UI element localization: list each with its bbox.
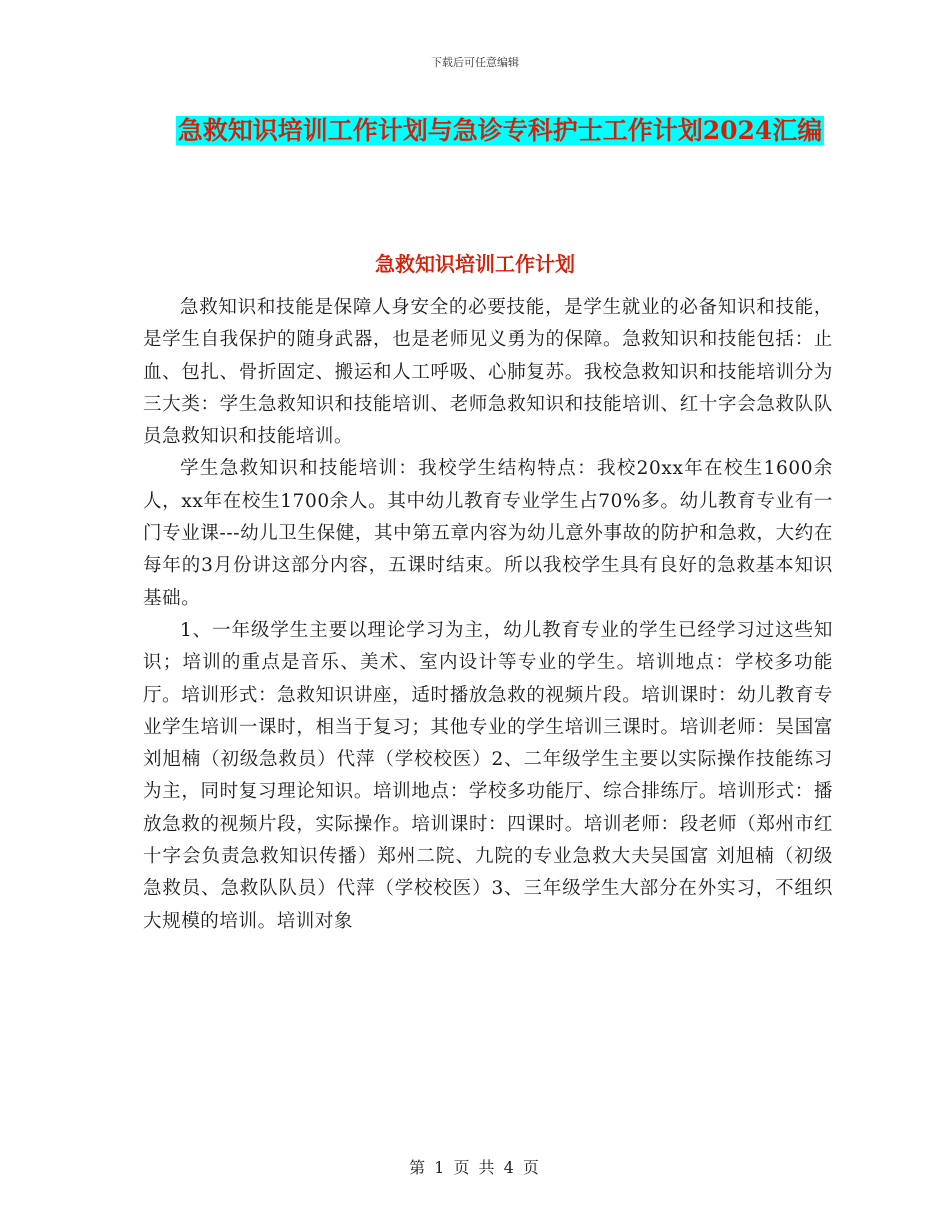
document-title-text: 急救知识培训工作计划与急诊专科护士工作计划2024汇编 [177,116,823,145]
paragraph: 学生急救知识和技能培训：我校学生结构特点：我校20xx年在校生1600余人，xx年在校生1700余人。其中幼儿教育专业学生占70%多。幼儿教育专业有一门专业课---幼儿卫生保健，其中第五章内容为幼儿意外事故的防护和急救，大约在每年的3月份讲这部分内容，五课时结束。所以我校学生具有良好的急救基本知识基础。 [143,458,833,609]
header-note: 下载后可任意编辑 [431,56,519,69]
section-title: 急救知识培训工作计划 [375,252,575,276]
document-body [143,292,833,938]
paragraph: 急救知识和技能是保障人身安全的必要技能，是学生就业的必备知识和技能，是学生自我保护的随身武器，也是老师见义勇为的保障。急救知识和技能包括：止血、包扎、骨折固定、搬运和人工呼吸、心肺复苏。我校急救知识和技能培训分为三大类：学生急救知识和技能培训、老师急救知识和技能培训、红十字会急救队队员急救知识和技能培训。 [143,297,833,448]
document-title [150,108,850,154]
paragraph: 1、一年级学生主要以理论学习为主，幼儿教育专业的学生已经学习过这些知识；培训的重点是音乐、美术、室内设计等专业的学生。培训地点：学校多功能厅。培训形式：急救知识讲座，适时播放急救的视频片段。培训课时：幼儿教育专业学生培训一课时，相当于复习；其他专业的学生培训三课时。培训老师：吴国富 刘旭楠（初级急救员）代萍（学校校医）2、二年级学生主要以实际操作技能练习为主，同时复习理论知识。培训地点：学校多功能厅、综合排练厅。培训形式：播放急救的视频片段，实际操作。培训课时：四课时。培训老师：段老师（郑州市红十字会负责急救知识传播）郑州二院、九院的专业急救大夫吴国富 刘旭楠（初级急救员、急救队队员）代萍（学校校医）3、三年级学生大部分在外实习，不组织大规模的培训。培训对象 [143,619,833,932]
page-number-footer: 第 1 页 共 4 页 [409,1158,541,1177]
